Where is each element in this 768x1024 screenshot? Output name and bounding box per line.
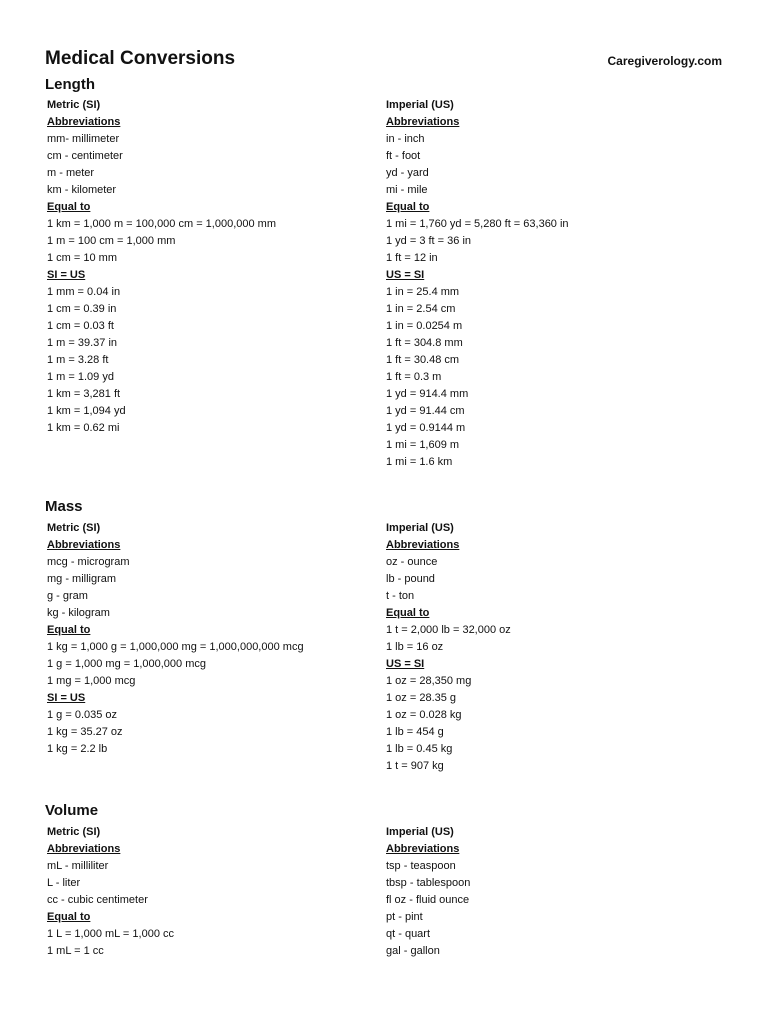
- conversion-line: 1 oz = 28.35 g: [386, 692, 457, 704]
- conversion-line: 1 km = 0.62 mi: [47, 422, 120, 434]
- section-heading-mass: Mass: [45, 498, 83, 515]
- conversion-line: fl oz - fluid ounce: [386, 894, 470, 906]
- column-header: Imperial (US): [386, 522, 454, 534]
- conversion-line: 1 km = 1,094 yd: [47, 405, 126, 417]
- conversion-line: 1 km = 1,000 m = 100,000 cm = 1,000,000 mm: [47, 218, 276, 230]
- group-heading: Equal to: [386, 201, 430, 213]
- conversion-line: L - liter: [47, 877, 81, 889]
- group-heading: Equal to: [47, 201, 91, 213]
- conversion-line: cm - centimeter: [47, 150, 123, 162]
- conversion-line: 1 ft = 12 in: [386, 252, 438, 264]
- conversion-line: ft - foot: [386, 150, 421, 162]
- conversion-line: mcg - microgram: [47, 556, 130, 568]
- conversion-line: qt - quart: [386, 928, 431, 940]
- conversion-line: mm- millimeter: [47, 133, 120, 145]
- conversion-line: gal - gallon: [386, 945, 440, 957]
- conversion-line: 1 ft = 30.48 cm: [386, 354, 460, 366]
- conversion-line: 1 oz = 0.028 kg: [386, 709, 462, 721]
- conversion-line: mL - milliliter: [47, 860, 109, 872]
- conversion-line: 1 kg = 35.27 oz: [47, 726, 123, 738]
- conversion-line: t - ton: [386, 590, 415, 602]
- section-heading-volume: Volume: [45, 802, 99, 819]
- conversion-line: 1 L = 1,000 mL = 1,000 cc: [47, 928, 174, 940]
- conversion-line: 1 mi = 1,609 m: [386, 439, 460, 451]
- conversion-line: g - gram: [47, 590, 88, 602]
- conversion-line: m - meter: [47, 167, 95, 179]
- conversion-line: 1 g = 1,000 mg = 1,000,000 mcg: [47, 658, 207, 670]
- site-name: Caregiverology.com: [607, 54, 722, 68]
- column-header: Metric (SI): [47, 99, 101, 111]
- conversion-line: 1 g = 0.035 oz: [47, 709, 118, 721]
- column-header: Imperial (US): [386, 826, 454, 838]
- conversion-line: 1 kg = 1,000 g = 1,000,000 mg = 1,000,000,000 mcg: [47, 641, 304, 653]
- conversion-line: 1 in = 0.0254 m: [386, 320, 463, 332]
- conversion-line: 1 m = 3.28 ft: [47, 354, 109, 366]
- conversion-line: 1 cm = 0.03 ft: [47, 320, 114, 332]
- volume-imperial-column: [386, 824, 716, 960]
- group-heading: Equal to: [386, 607, 430, 619]
- volume-metric-column: [47, 824, 377, 960]
- conversion-line: 1 yd = 0.9144 m: [386, 422, 466, 434]
- conversion-line: 1 mm = 0.04 in: [47, 286, 121, 298]
- group-heading: Abbreviations: [386, 116, 460, 128]
- group-heading: SI = US: [47, 269, 86, 281]
- conversion-line: 1 yd = 914.4 mm: [386, 388, 469, 400]
- conversion-line: 1 yd = 91.44 cm: [386, 405, 465, 417]
- conversion-line: 1 cm = 0.39 in: [47, 303, 117, 315]
- group-heading: US = SI: [386, 269, 425, 281]
- conversion-line: 1 m = 100 cm = 1,000 mm: [47, 235, 176, 247]
- mass-imperial-column: [386, 520, 716, 775]
- length-metric-column: [47, 97, 377, 437]
- conversion-line: mg - milligram: [47, 573, 117, 585]
- section-heading-length: Length: [45, 76, 95, 93]
- group-heading: Abbreviations: [386, 843, 460, 855]
- group-heading: Equal to: [47, 624, 91, 636]
- conversion-line: 1 t = 907 kg: [386, 760, 444, 772]
- conversion-line: 1 oz = 28,350 mg: [386, 675, 472, 687]
- group-heading: Abbreviations: [47, 843, 121, 855]
- conversion-line: 1 ft = 304.8 mm: [386, 337, 463, 349]
- group-heading: Abbreviations: [47, 116, 121, 128]
- group-heading: US = SI: [386, 658, 425, 670]
- conversion-line: 1 ft = 0.3 m: [386, 371, 442, 383]
- conversion-line: 1 km = 3,281 ft: [47, 388, 121, 400]
- conversion-line: oz - ounce: [386, 556, 438, 568]
- conversion-line: 1 lb = 16 oz: [386, 641, 444, 653]
- column-header: Metric (SI): [47, 522, 101, 534]
- conversion-line: 1 yd = 3 ft = 36 in: [386, 235, 472, 247]
- conversion-line: pt - pint: [386, 911, 423, 923]
- conversion-line: 1 m = 1.09 yd: [47, 371, 114, 383]
- length-imperial-column: [386, 97, 716, 471]
- column-header: Imperial (US): [386, 99, 454, 111]
- conversion-line: 1 in = 2.54 cm: [386, 303, 456, 315]
- conversion-line: mi - mile: [386, 184, 428, 196]
- conversion-line: 1 in = 25.4 mm: [386, 286, 460, 298]
- page-title: Medical Conversions: [45, 48, 236, 69]
- conversion-line: yd - yard: [386, 167, 429, 179]
- column-header: Metric (SI): [47, 826, 101, 838]
- conversion-line: tsp - teaspoon: [386, 860, 456, 872]
- conversion-line: 1 mL = 1 cc: [47, 945, 104, 957]
- conversion-line: 1 kg = 2.2 lb: [47, 743, 108, 755]
- conversion-line: 1 mi = 1,760 yd = 5,280 ft = 63,360 in: [386, 218, 569, 230]
- conversion-line: kg - kilogram: [47, 607, 110, 619]
- conversion-line: 1 t = 2,000 lb = 32,000 oz: [386, 624, 511, 636]
- conversion-line: 1 lb = 0.45 kg: [386, 743, 453, 755]
- conversion-line: 1 cm = 10 mm: [47, 252, 117, 264]
- group-heading: Equal to: [47, 911, 91, 923]
- conversion-line: 1 lb = 454 g: [386, 726, 444, 738]
- conversion-line: lb - pound: [386, 573, 435, 585]
- conversion-line: km - kilometer: [47, 184, 117, 196]
- conversion-line: cc - cubic centimeter: [47, 894, 148, 906]
- conversion-line: 1 m = 39.37 in: [47, 337, 118, 349]
- group-heading: Abbreviations: [386, 539, 460, 551]
- conversion-line: tbsp - tablespoon: [386, 877, 471, 889]
- conversion-line: in - inch: [386, 133, 425, 145]
- conversion-line: 1 mi = 1.6 km: [386, 456, 453, 468]
- group-heading: Abbreviations: [47, 539, 121, 551]
- mass-metric-column: [47, 520, 377, 758]
- conversion-line: 1 mg = 1,000 mcg: [47, 675, 136, 687]
- group-heading: SI = US: [47, 692, 86, 704]
